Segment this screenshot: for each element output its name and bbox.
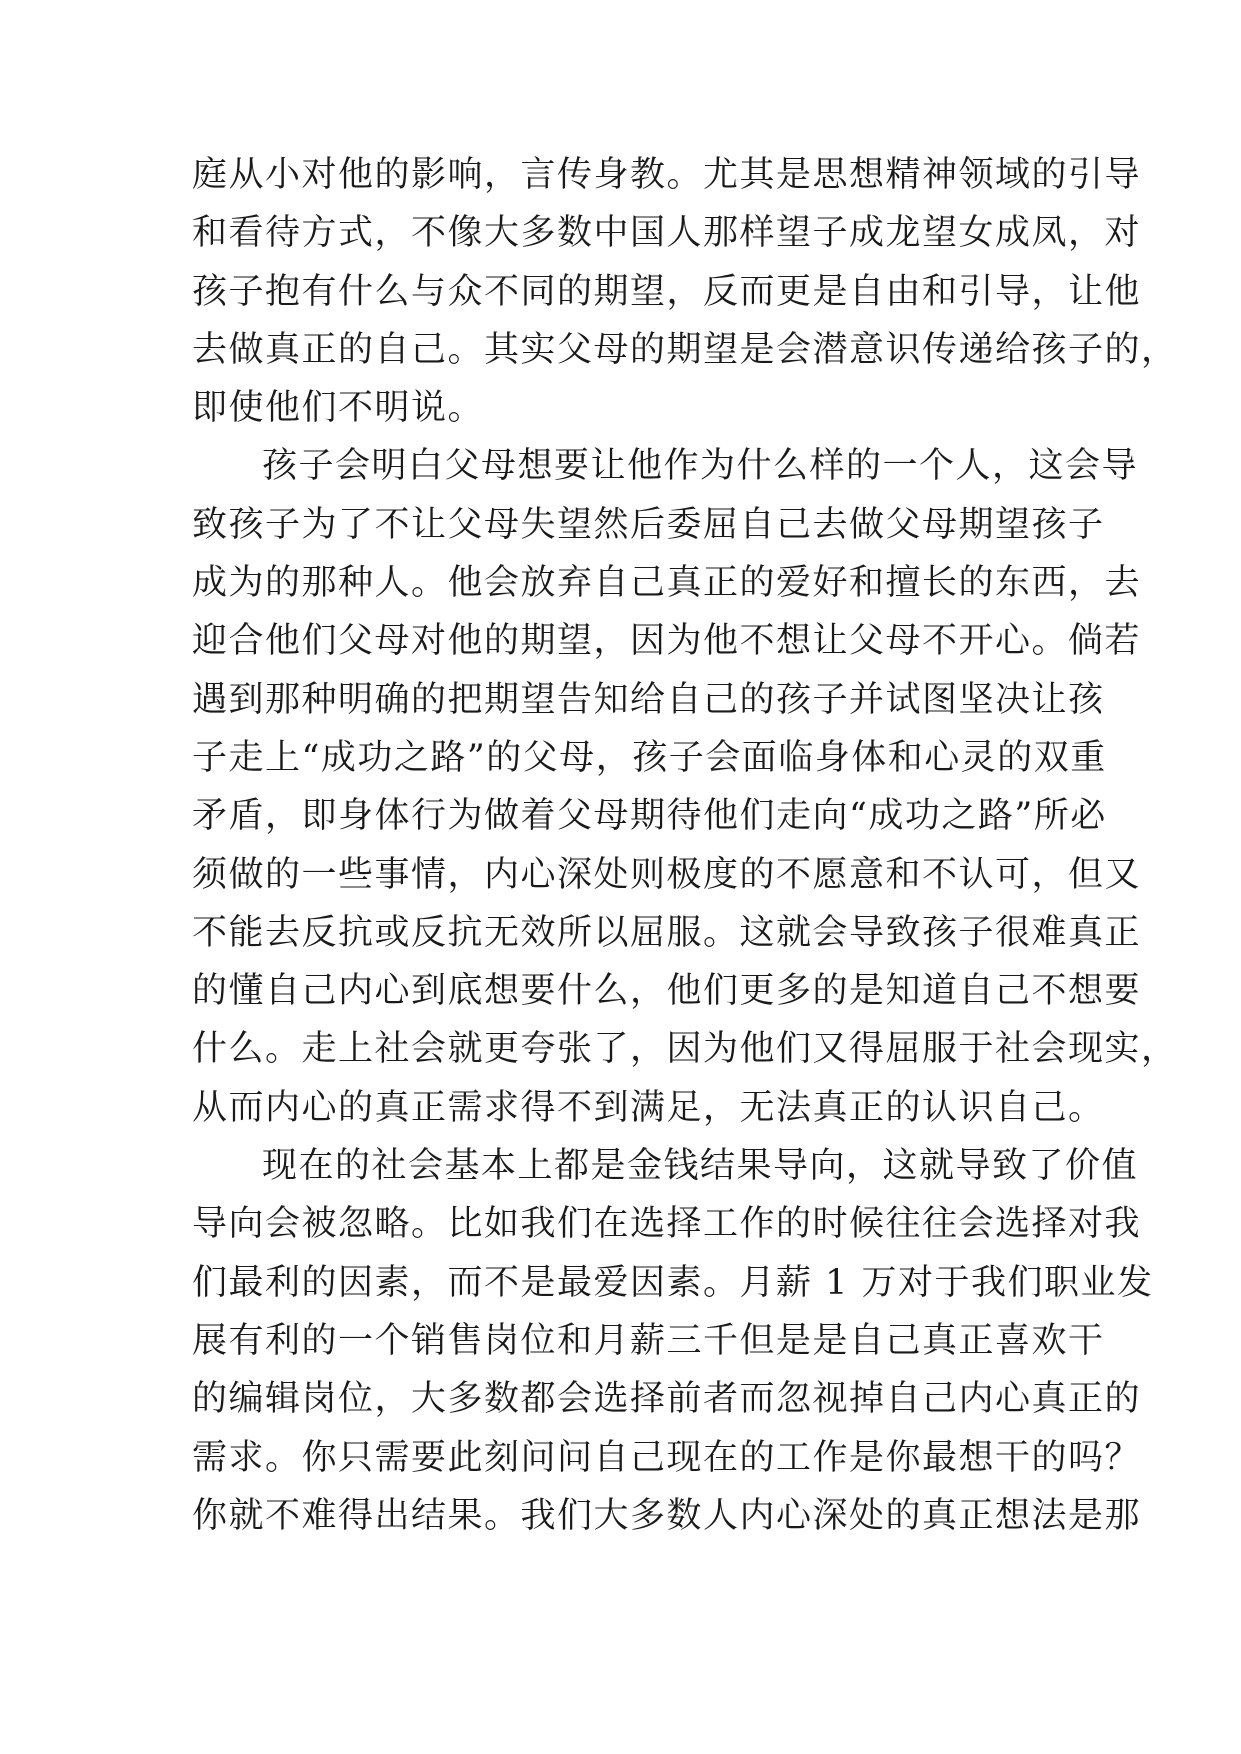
body-text (192, 146, 1178, 1545)
text-line: 遇到那种明确的把期望告知给自己的孩子并试图坚决让孩 (192, 679, 1105, 720)
text-line: 的编辑岗位，大多数都会选择前者而忽视掉自己内心真正的 (192, 1379, 1142, 1420)
text-line: 须做的一些事情，内心深处则极度的不愿意和不认可，但又 (192, 854, 1142, 895)
text-line: 什么。走上社会就更夸张了，因为他们又得屈服于社会现实， (192, 1029, 1178, 1070)
text-line: 庭从小对他的影响，言传身教。尤其是思想精神领域的引导 (192, 155, 1142, 195)
text-line: 从而内心的真正需求得不到满足，无法真正的认识自己。 (192, 1087, 1105, 1128)
text-line: 孩子抱有什么与众不同的期望，反而更是自由和引导，让他 (192, 271, 1142, 312)
text-line: 的懂自己内心到底想要什么，他们更多的是知道自己不想要 (192, 971, 1142, 1012)
text-line: 矛盾，即身体行为做着父母期待他们走向“成功之路”所必 (192, 796, 1107, 837)
text-line: 需求。你只需要此刻问问自己现在的工作是你最想干的吗？ (192, 1437, 1142, 1478)
paragraph-1 (192, 146, 1178, 437)
text-line: 现在的社会基本上都是金钱结果导向，这就导致了价值 (262, 1146, 1139, 1187)
text-line: 你就不难得出结果。我们大多数人内心深处的真正想法是那 (192, 1495, 1142, 1536)
text-line: 成为的那种人。他会放弃自己真正的爱好和擅长的东西，去 (192, 563, 1142, 604)
text-line: 孩子会明白父母想要让他作为什么样的一个人，这会导 (262, 446, 1139, 487)
text-line: 即使他们不明说。 (192, 388, 485, 429)
text-line: 子走上“成功之路”的父母，孩子会面临身体和心灵的双重 (192, 737, 1107, 778)
text-line: 和看待方式，不像大多数中国人那样望子成龙望女成凤，对 (192, 213, 1142, 254)
text-line: 致孩子为了不让父母失望然后委屈自己去做父母期望孩子 (192, 504, 1105, 545)
paragraph-3 (192, 1137, 1154, 1545)
text-line: 去做真正的自己。其实父母的期望是会潜意识传递给孩子的， (192, 329, 1178, 370)
text-line: 迎合他们父母对他的期望，因为他不想让父母不开心。倘若 (192, 621, 1142, 662)
text-line: 展有利的一个销售岗位和月薪三千但是是自己真正喜欢干 (192, 1320, 1105, 1361)
paragraph-2 (192, 437, 1178, 1137)
text-line: 们最利的因素，而不是最爱因素。月薪 1 万对于我们职业发 (192, 1262, 1154, 1303)
text-line: 导向会被忽略。比如我们在选择工作的时候往往会选择对我 (192, 1204, 1142, 1245)
text-line: 不能去反抗或反抗无效所以屈服。这就会导致孩子很难真正 (192, 912, 1142, 953)
